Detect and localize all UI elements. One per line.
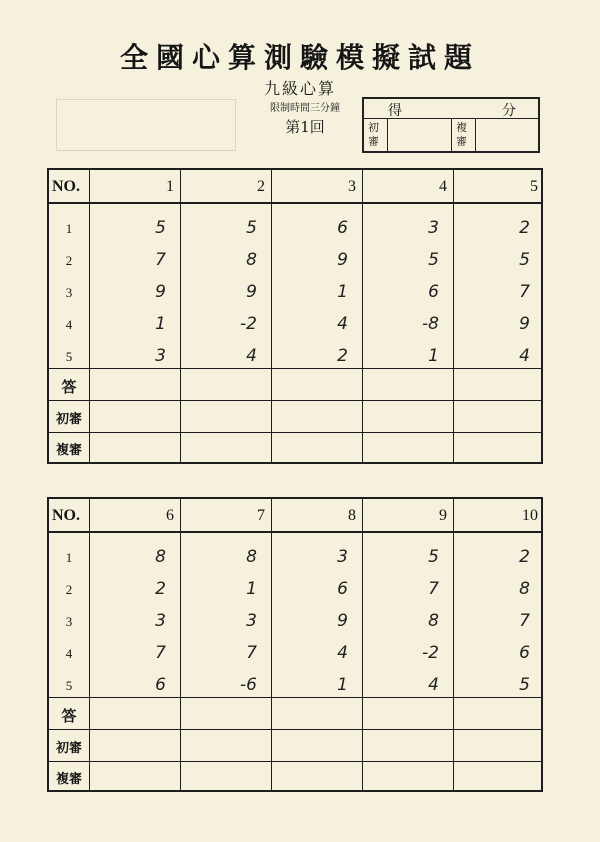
second-review-cell[interactable] <box>364 435 451 461</box>
problem-value: 3 <box>155 611 166 631</box>
question-table-2 <box>47 497 543 792</box>
problem-value: 2 <box>519 547 530 567</box>
second-review-label <box>452 119 476 151</box>
first-review-cell[interactable] <box>364 403 451 429</box>
answer-label: 答 <box>61 707 77 725</box>
first-review-field[interactable] <box>388 119 452 151</box>
problem-value: 7 <box>155 250 166 270</box>
row-number: 4 <box>65 317 73 332</box>
table-numbers-band <box>49 204 541 368</box>
problem-value: 1 <box>155 314 166 334</box>
problem-number: 10 <box>522 507 538 524</box>
second-review-cell[interactable] <box>182 435 269 461</box>
column-divider <box>89 698 90 729</box>
column-divider <box>362 401 363 432</box>
first-review-label: 初審 <box>55 741 82 756</box>
problem-value: 7 <box>519 611 530 631</box>
problem-value: 5 <box>519 250 530 270</box>
problem-value: 4 <box>519 346 530 366</box>
problem-value: -8 <box>422 314 439 334</box>
first-review-cell[interactable] <box>364 732 451 758</box>
column-divider <box>271 698 272 729</box>
problem-value: 7 <box>155 643 166 663</box>
problem-value: 9 <box>337 250 348 270</box>
first-review-label <box>364 119 388 151</box>
second-review-field[interactable] <box>476 119 538 151</box>
problem-value: 4 <box>246 346 257 366</box>
table-header-row <box>49 499 541 533</box>
problem-number: 7 <box>257 507 265 524</box>
problem-value: 3 <box>428 218 439 238</box>
first-review-cell[interactable] <box>91 403 178 429</box>
problem-value: 8 <box>246 547 257 567</box>
problem-number: 8 <box>348 507 356 524</box>
answer-cell[interactable] <box>364 371 451 397</box>
first-review-cell[interactable] <box>455 403 542 429</box>
problem-value: 1 <box>337 282 348 302</box>
problem-value: 5 <box>428 547 439 567</box>
column-divider <box>362 762 363 791</box>
problem-value: 7 <box>428 579 439 599</box>
column-divider <box>89 433 90 462</box>
answer-cell[interactable] <box>91 700 178 726</box>
column-divider <box>89 730 90 761</box>
problem-value: 5 <box>519 675 530 695</box>
problem-value: 3 <box>155 346 166 366</box>
problem-value: 3 <box>246 611 257 631</box>
problem-value: -6 <box>240 675 257 695</box>
problem-value: 4 <box>428 675 439 695</box>
first-review-cell[interactable] <box>273 403 360 429</box>
problem-value: 7 <box>519 282 530 302</box>
column-divider <box>180 730 181 761</box>
column-divider <box>180 698 181 729</box>
problem-value: 4 <box>337 643 348 663</box>
time-limit: 限制時間三分鐘 <box>270 103 340 114</box>
column-divider <box>271 730 272 761</box>
second-review-cell[interactable] <box>91 764 178 790</box>
problem-value: 6 <box>519 643 530 663</box>
question-table-1 <box>47 168 543 464</box>
score-box <box>362 97 540 153</box>
round-number: 第1回 <box>285 118 325 136</box>
problem-value: 1 <box>337 675 348 695</box>
problem-number: 6 <box>166 507 174 524</box>
row-number: 1 <box>65 550 73 565</box>
column-divider <box>453 762 454 791</box>
column-divider <box>271 401 272 432</box>
problem-value: 6 <box>337 218 348 238</box>
row-number: 5 <box>65 678 73 693</box>
column-divider <box>180 369 181 400</box>
problem-value: 3 <box>337 547 348 567</box>
table-numbers-band <box>49 533 541 697</box>
answer-cell[interactable] <box>91 371 178 397</box>
ghost-show-through-box <box>56 99 236 151</box>
column-divider <box>180 762 181 791</box>
no-label: NO. <box>52 507 80 524</box>
column-divider <box>180 401 181 432</box>
problem-value: 2 <box>337 346 348 366</box>
answer-label: 答 <box>61 378 77 396</box>
problem-value: 1 <box>246 579 257 599</box>
column-divider <box>453 730 454 761</box>
answer-cell[interactable] <box>182 700 269 726</box>
answer-cell[interactable] <box>455 700 542 726</box>
second-review-cell[interactable] <box>455 764 542 790</box>
second-review-cell[interactable] <box>364 764 451 790</box>
problem-value: 9 <box>155 282 166 302</box>
first-review-cell[interactable] <box>91 732 178 758</box>
problem-value: -2 <box>422 643 439 663</box>
no-label: NO. <box>52 178 80 195</box>
column-divider <box>89 762 90 791</box>
problem-number: 2 <box>257 178 265 195</box>
second-review-cell[interactable] <box>455 435 542 461</box>
first-review-cell[interactable] <box>273 732 360 758</box>
row-number: 3 <box>65 614 73 629</box>
problem-value: 1 <box>428 346 439 366</box>
second-review-row <box>49 432 541 462</box>
first-review-text: 初審 <box>368 121 379 148</box>
problem-value: 7 <box>246 643 257 663</box>
column-divider <box>271 433 272 462</box>
problem-value: 8 <box>155 547 166 567</box>
problem-value: 2 <box>519 218 530 238</box>
column-divider <box>89 401 90 432</box>
column-divider <box>453 698 454 729</box>
second-review-cell[interactable] <box>182 764 269 790</box>
answer-cell[interactable] <box>273 371 360 397</box>
column-divider <box>180 433 181 462</box>
level-subtitle: 九級心算 <box>263 79 336 98</box>
page-title: 全國心算測驗模擬試題 <box>119 41 480 74</box>
row-number: 2 <box>65 253 73 268</box>
problem-number: 4 <box>439 178 447 195</box>
problem-value: 6 <box>155 675 166 695</box>
column-divider <box>362 698 363 729</box>
table-header-row <box>49 170 541 204</box>
answer-cell[interactable] <box>364 700 451 726</box>
answer-row <box>49 697 541 729</box>
row-number: 2 <box>65 582 73 597</box>
problem-value: 9 <box>337 611 348 631</box>
problem-value: 9 <box>246 282 257 302</box>
answer-cell[interactable] <box>182 371 269 397</box>
problem-value: 6 <box>337 579 348 599</box>
row-number: 5 <box>65 349 73 364</box>
answer-cell[interactable] <box>273 700 360 726</box>
score-label-right: 分 <box>502 103 516 119</box>
problem-value: 4 <box>337 314 348 334</box>
second-review-cell[interactable] <box>273 764 360 790</box>
problem-number: 3 <box>348 178 356 195</box>
row-number: 4 <box>65 646 73 661</box>
problem-value: 8 <box>519 579 530 599</box>
row-number: 1 <box>65 221 73 236</box>
answer-cell[interactable] <box>455 371 542 397</box>
column-divider <box>271 762 272 791</box>
column-divider <box>89 369 90 400</box>
problem-value: -2 <box>240 314 257 334</box>
problem-value: 8 <box>246 250 257 270</box>
second-review-cell[interactable] <box>91 435 178 461</box>
second-review-label: 複審 <box>55 772 82 787</box>
first-review-cell[interactable] <box>455 732 542 758</box>
problem-value: 5 <box>428 250 439 270</box>
column-divider <box>453 433 454 462</box>
column-divider <box>271 369 272 400</box>
problem-value: 9 <box>519 314 530 334</box>
problem-number: 5 <box>530 178 538 195</box>
first-review-row <box>49 400 541 432</box>
problem-value: 5 <box>155 218 166 238</box>
column-divider <box>362 433 363 462</box>
problem-number: 1 <box>166 178 174 195</box>
problem-value: 2 <box>155 579 166 599</box>
column-divider <box>453 401 454 432</box>
column-divider <box>362 369 363 400</box>
first-review-cell[interactable] <box>182 403 269 429</box>
first-review-label: 初審 <box>55 412 82 427</box>
column-divider <box>453 369 454 400</box>
problem-value: 8 <box>428 611 439 631</box>
second-review-label: 複審 <box>55 443 82 458</box>
row-number: 3 <box>65 285 73 300</box>
answer-row <box>49 368 541 400</box>
second-review-text: 複審 <box>456 121 467 148</box>
problem-value: 5 <box>246 218 257 238</box>
second-review-cell[interactable] <box>273 435 360 461</box>
problem-value: 6 <box>428 282 439 302</box>
column-divider <box>362 730 363 761</box>
first-review-row <box>49 729 541 761</box>
first-review-cell[interactable] <box>182 732 269 758</box>
second-review-row <box>49 761 541 791</box>
score-label-left: 得 <box>388 103 402 119</box>
score-header <box>364 99 538 119</box>
problem-number: 9 <box>439 507 447 524</box>
